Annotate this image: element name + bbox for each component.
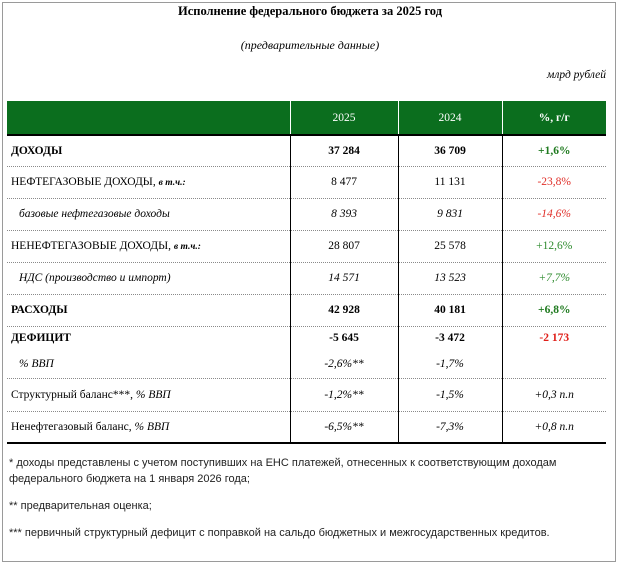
row-label: ДЕФИЦИТ xyxy=(11,332,71,345)
footnote-preliminary: ** предварительная оценка; xyxy=(9,500,152,512)
page-subtitle: (предварительные данные) xyxy=(240,38,380,52)
value-change: +1,6% xyxy=(502,135,606,166)
page-title: Исполнение федерального бюджета за 2025 год xyxy=(177,4,443,18)
row-label-note: % ВВП xyxy=(135,388,171,401)
table-header-row xyxy=(7,101,606,135)
row-label: ДОХОДЫ xyxy=(7,135,290,166)
value-change: +6,8% xyxy=(502,294,606,326)
value-change: -23,8% xyxy=(502,166,606,198)
value-2024: 11 131 xyxy=(398,166,502,198)
value-2025: -2,6%** xyxy=(290,350,398,378)
row-label: НЕФТЕГАЗОВЫЕ ДОХОДЫ, xyxy=(11,176,156,188)
row-non-oil-gas-balance xyxy=(7,411,606,443)
row-non-oil-gas-revenues xyxy=(7,230,606,262)
row-label: % ВВП xyxy=(7,350,290,378)
value-2025: 42 928 xyxy=(290,294,398,326)
row-vat xyxy=(7,262,606,294)
value-2025: -5 645 xyxy=(290,326,398,350)
value-change: -14,6% xyxy=(502,198,606,230)
value-change: +12,6% xyxy=(502,230,606,262)
value-2025: 8 477 xyxy=(290,166,398,198)
value-2025: -6,5%** xyxy=(290,411,398,443)
footnotes xyxy=(9,455,609,541)
row-label-note: в т.ч.: xyxy=(158,178,186,188)
value-2024: -3 472 xyxy=(398,326,502,350)
value-2025: 28 807 xyxy=(290,230,398,262)
row-label-note: в т.ч.: xyxy=(173,242,201,252)
footnote-revenues: * доходы представлены с учетом поступивших на ЕНС платежей, отнесенных к соответствующим доходам федерального бюджета на 1 января 2026 года; xyxy=(9,457,557,485)
row-label: базовые нефтегазовые доходы xyxy=(7,198,290,230)
value-change: +0,3 п.п xyxy=(502,378,606,411)
value-2024: 25 578 xyxy=(398,230,502,262)
row-label: НЕНЕФТЕГАЗОВЫЕ ДОХОДЫ, xyxy=(11,240,172,252)
value-2024: 36 709 xyxy=(398,135,502,166)
row-oil-gas-revenues xyxy=(7,166,606,198)
value-2024: 13 523 xyxy=(398,262,502,294)
value-2024: -7,3% xyxy=(398,411,502,443)
value-2025: -1,2%** xyxy=(290,378,398,411)
value-2024: -1,5% xyxy=(398,378,502,411)
row-label: Ненефтегазовый баланс, xyxy=(11,420,132,433)
row-revenues xyxy=(7,135,606,166)
header-indicator xyxy=(7,101,290,135)
row-label-cell xyxy=(7,230,290,262)
row-label-note: % ВВП xyxy=(134,420,170,433)
value-2025: 14 571 xyxy=(290,262,398,294)
row-base-oil-gas-revenues xyxy=(7,198,606,230)
value-2024: 9 831 xyxy=(398,198,502,230)
row-label: РАСХОДЫ xyxy=(7,294,290,326)
footnote-structural: *** первичный структурный дефицит с поправкой на сальдо бюджетных и межгосударственных кредитов. xyxy=(9,527,550,539)
header-change: %, г/г xyxy=(502,101,606,135)
row-structural-balance xyxy=(7,378,606,411)
value-2024: -1,7% xyxy=(398,350,502,378)
units-label: млрд рублей xyxy=(547,69,606,81)
row-label: Структурный баланс***, xyxy=(11,388,134,401)
value-2024: 40 181 xyxy=(398,294,502,326)
row-label: НДС (производство и импорт) xyxy=(7,262,290,294)
header-2024: 2024 xyxy=(398,101,502,135)
value-change: -2 173 xyxy=(502,326,606,350)
row-expenditures xyxy=(7,294,606,326)
value-2025: 37 284 xyxy=(290,135,398,166)
row-deficit xyxy=(7,326,606,350)
value-change: +0,8 п.п xyxy=(502,411,606,443)
row-label-cell xyxy=(7,411,290,443)
row-deficit-gdp xyxy=(7,350,606,378)
value-2025: 8 393 xyxy=(290,198,398,230)
value-change xyxy=(502,350,606,378)
row-label-cell xyxy=(7,378,290,411)
row-label-cell xyxy=(7,166,290,198)
header-2025: 2025 xyxy=(290,101,398,135)
budget-table xyxy=(7,101,606,444)
value-change: +7,7% xyxy=(502,262,606,294)
